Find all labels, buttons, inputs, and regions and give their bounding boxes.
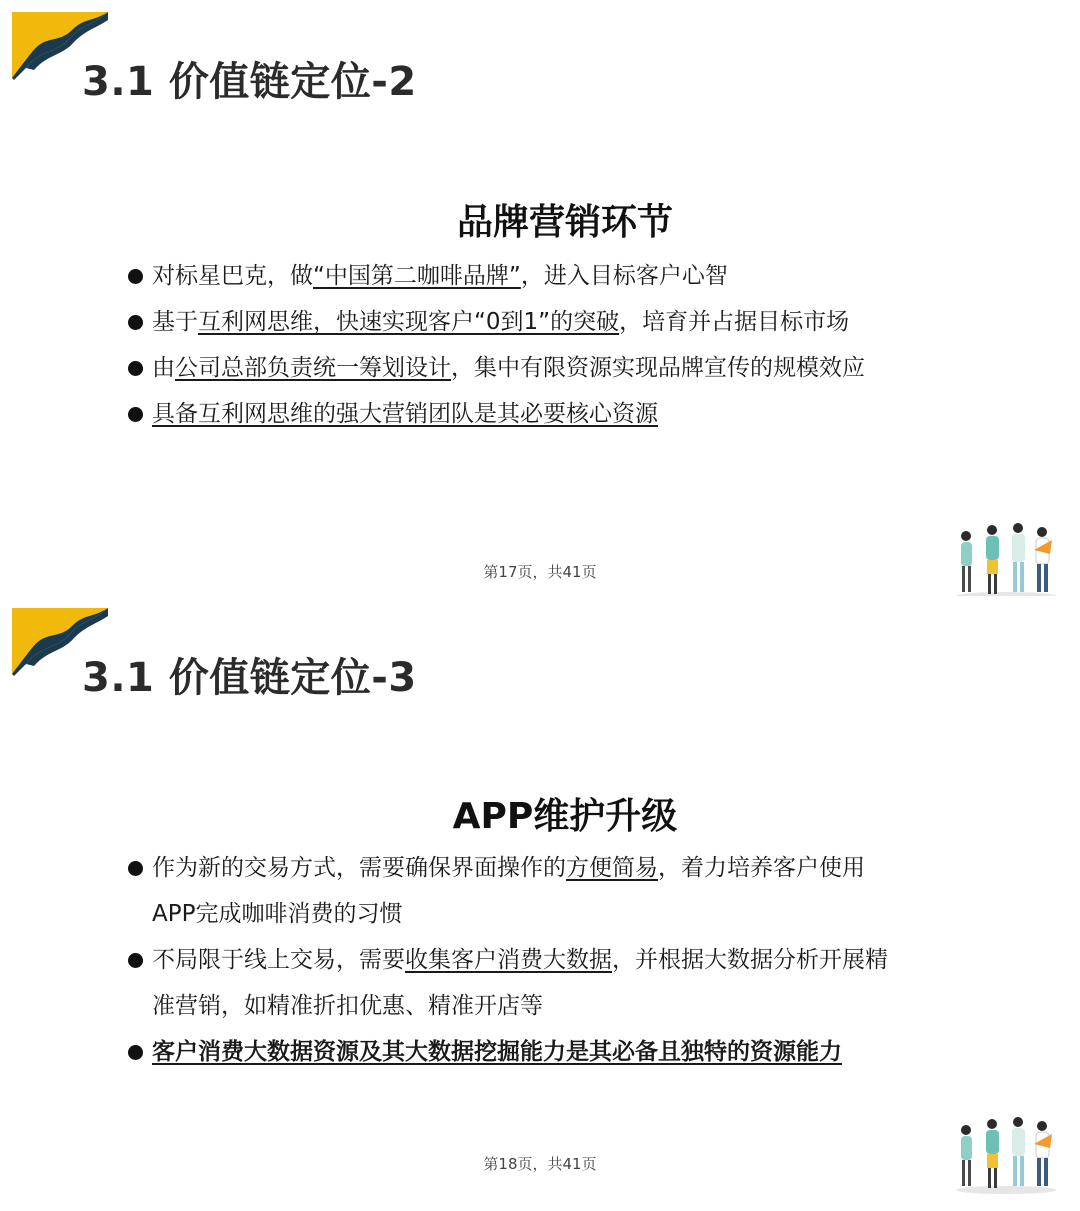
page-footer: 第17页，共41页 — [483, 563, 597, 581]
section-heading: APP维护升级 — [452, 796, 678, 837]
bullet-item — [128, 845, 888, 937]
bullet-item — [128, 937, 888, 1029]
bullet-item — [128, 391, 865, 437]
bullet-text: ，进入目标客户心智 — [520, 263, 728, 289]
bullet-text: 准营销，如精准折扣优惠、精准开店等 — [152, 993, 543, 1019]
bullet-item — [128, 253, 865, 299]
page-footer: 第18页，共41页 — [483, 1155, 597, 1173]
bullet-item — [128, 1029, 888, 1075]
bullet-underlined-text: “中国第二咖啡品牌” — [313, 263, 521, 289]
section-heading: 品牌营销环节 — [456, 202, 673, 243]
slide-title: 3.1 价值链定位-2 — [82, 59, 417, 105]
bullet-text: 基于 — [152, 309, 198, 335]
slide-17 — [0, 0, 1080, 596]
bullet-list — [128, 253, 865, 437]
bullet-underlined-text: 具备互利网思维的强大营销团队是其必要核心资源 — [152, 401, 658, 427]
bullet-underlined-text: 公司总部负责统一筹划设计 — [175, 355, 451, 381]
people-group-illustration — [954, 1114, 1058, 1194]
bullet-text: APP完成咖啡消费的习惯 — [152, 901, 403, 927]
bullet-text: 对标星巴克，做 — [152, 263, 313, 289]
bullet-item — [128, 299, 865, 345]
slide-title: 3.1 价值链定位-3 — [82, 655, 417, 701]
people-group-illustration — [954, 520, 1058, 600]
bullet-text: 不局限于线上交易，需要 — [152, 947, 405, 973]
bullet-underlined-text: 收集客户消费大数据 — [405, 947, 612, 973]
bullet-text: ，培育并占据目标市场 — [619, 309, 850, 335]
bullet-text: ，着力培养客户使用 — [658, 855, 865, 881]
bullet-underlined-text: 互利网思维，快速实现客户“0到1”的突破 — [198, 309, 620, 335]
bullet-list — [128, 845, 888, 1075]
bullet-underlined-text: 方便简易 — [566, 855, 658, 881]
bullet-text: ，集中有限资源实现品牌宣传的规模效应 — [451, 355, 865, 381]
bullet-text: 由 — [152, 355, 175, 381]
bullet-item — [128, 345, 865, 391]
bullet-underlined-text: 客户消费大数据资源及其大数据挖掘能力是其必备且独特的资源能力 — [152, 1039, 842, 1065]
bullet-text: 作为新的交易方式，需要确保界面操作的 — [152, 855, 566, 881]
slide-18 — [0, 596, 1080, 1211]
bullet-text: ，并根据大数据分析开展精 — [612, 947, 888, 973]
